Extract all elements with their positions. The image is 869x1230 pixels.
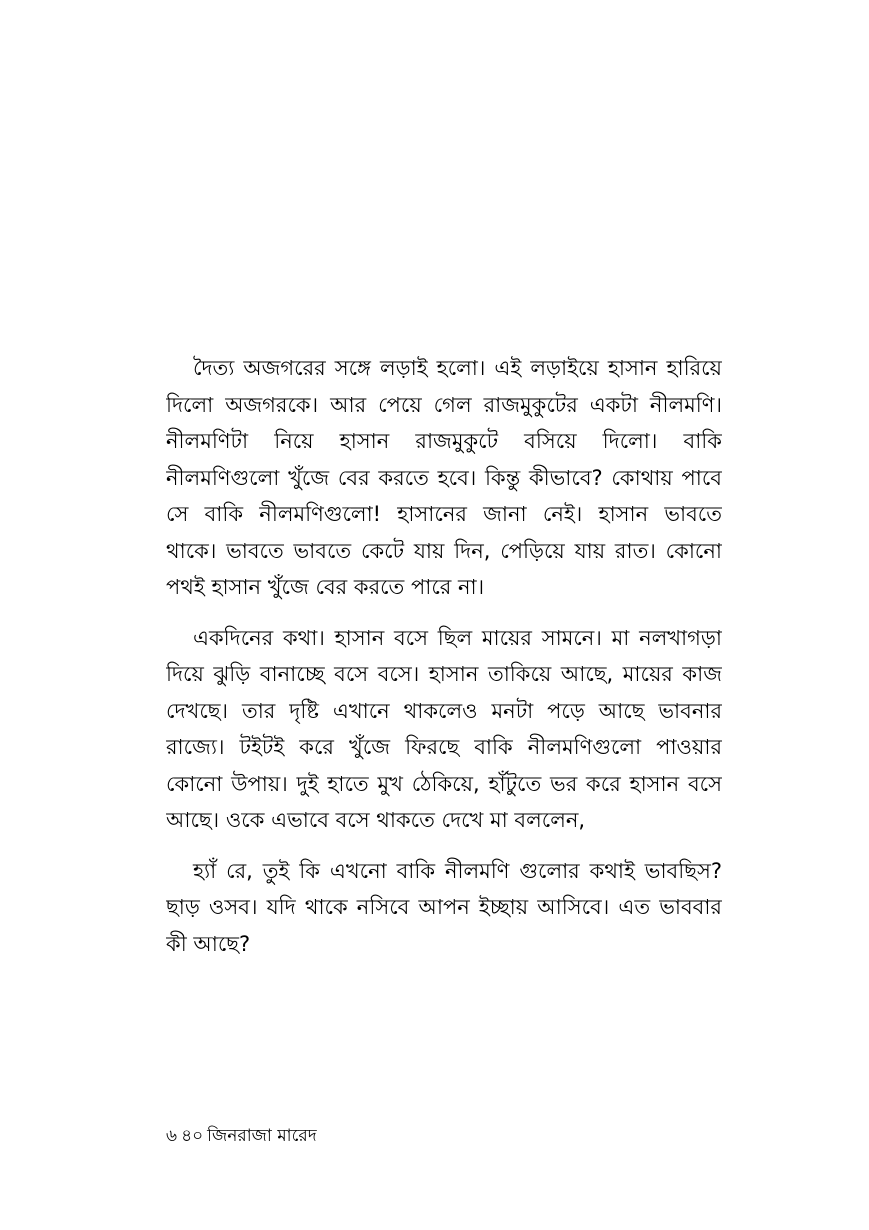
text-line: কী আছে?: [166, 931, 251, 956]
text-line: দেখছে। তার দৃষ্টি এখানে থাকলেও মনটা পড়ে আছে ভাবনার: [166, 698, 722, 723]
body-text: [166, 350, 722, 976]
text-line: কোনো উপায়। দুই হাতে মুখ ঠেকিয়ে, হাঁটুতে ভর করে হাসান বসে: [166, 771, 722, 796]
text-line: একদিনের কথা। হাসান বসে ছিল মায়ের সামনে। মা নলখাগড়া: [193, 625, 722, 650]
text-line: ছাড় ওসব। যদি থাকে নসিবে আপন ইচ্ছায় আসিবে। এত ভাববার: [166, 895, 722, 919]
text-line: থাকে। ভাবতে ভাবতে কেটে যায় দিন, পেড়িয়ে যায় রাত। কোনো: [166, 538, 722, 563]
text-line: হ্যাঁ রে, তুই কি এখনো বাকি নীলমণি গুলোর কথাই ভাবছিস?: [193, 858, 722, 883]
text-line: নীলমণিগুলো খুঁজে বের করতে হবে। কিন্তু কীভাবে? কোথায় পাবে: [166, 465, 722, 490]
footer-separator: ৪০: [181, 1126, 204, 1146]
text-line: দিলো অজগরকে। আর পেয়ে গেল রাজমুকুটের একটা নীলমণি।: [166, 392, 722, 417]
paragraph-2: [166, 620, 722, 839]
page-number: ৬: [166, 1126, 178, 1146]
paragraph-3: [166, 853, 722, 963]
text-line: নীলমণিটা নিয়ে হাসান রাজমুকুটে বসিয়ে দিলো। বাকি: [166, 429, 722, 453]
text-line: দৈত্য অজগরের সঙ্গে লড়াই হলো। এই লড়াইয়ে হাসান হারিয়ে: [193, 356, 722, 380]
text-line: আছে। ওকে এভাবে বসে থাকতে দেখে মা বললেন,: [166, 808, 586, 832]
page-footer: [166, 1124, 317, 1148]
text-line: রাজ্যে। টইটই করে খুঁজে ফিরছে বাকি নীলমণিগুলো পাওয়ার: [166, 735, 722, 759]
paragraph-1: [166, 350, 722, 606]
text-line: পথই হাসান খুঁজে বের করতে পারে না।: [166, 575, 485, 599]
book-title: জিনরাজা মারেদ: [207, 1126, 317, 1146]
text-line: সে বাকি নীলমণিগুলো! হাসানের জানা নেই। হাসান ভাবতে: [166, 502, 722, 526]
text-line: দিয়ে ঝুড়ি বানাচ্ছে বসে বসে। হাসান তাকিয়ে আছে, মায়ের কাজ: [166, 662, 722, 686]
